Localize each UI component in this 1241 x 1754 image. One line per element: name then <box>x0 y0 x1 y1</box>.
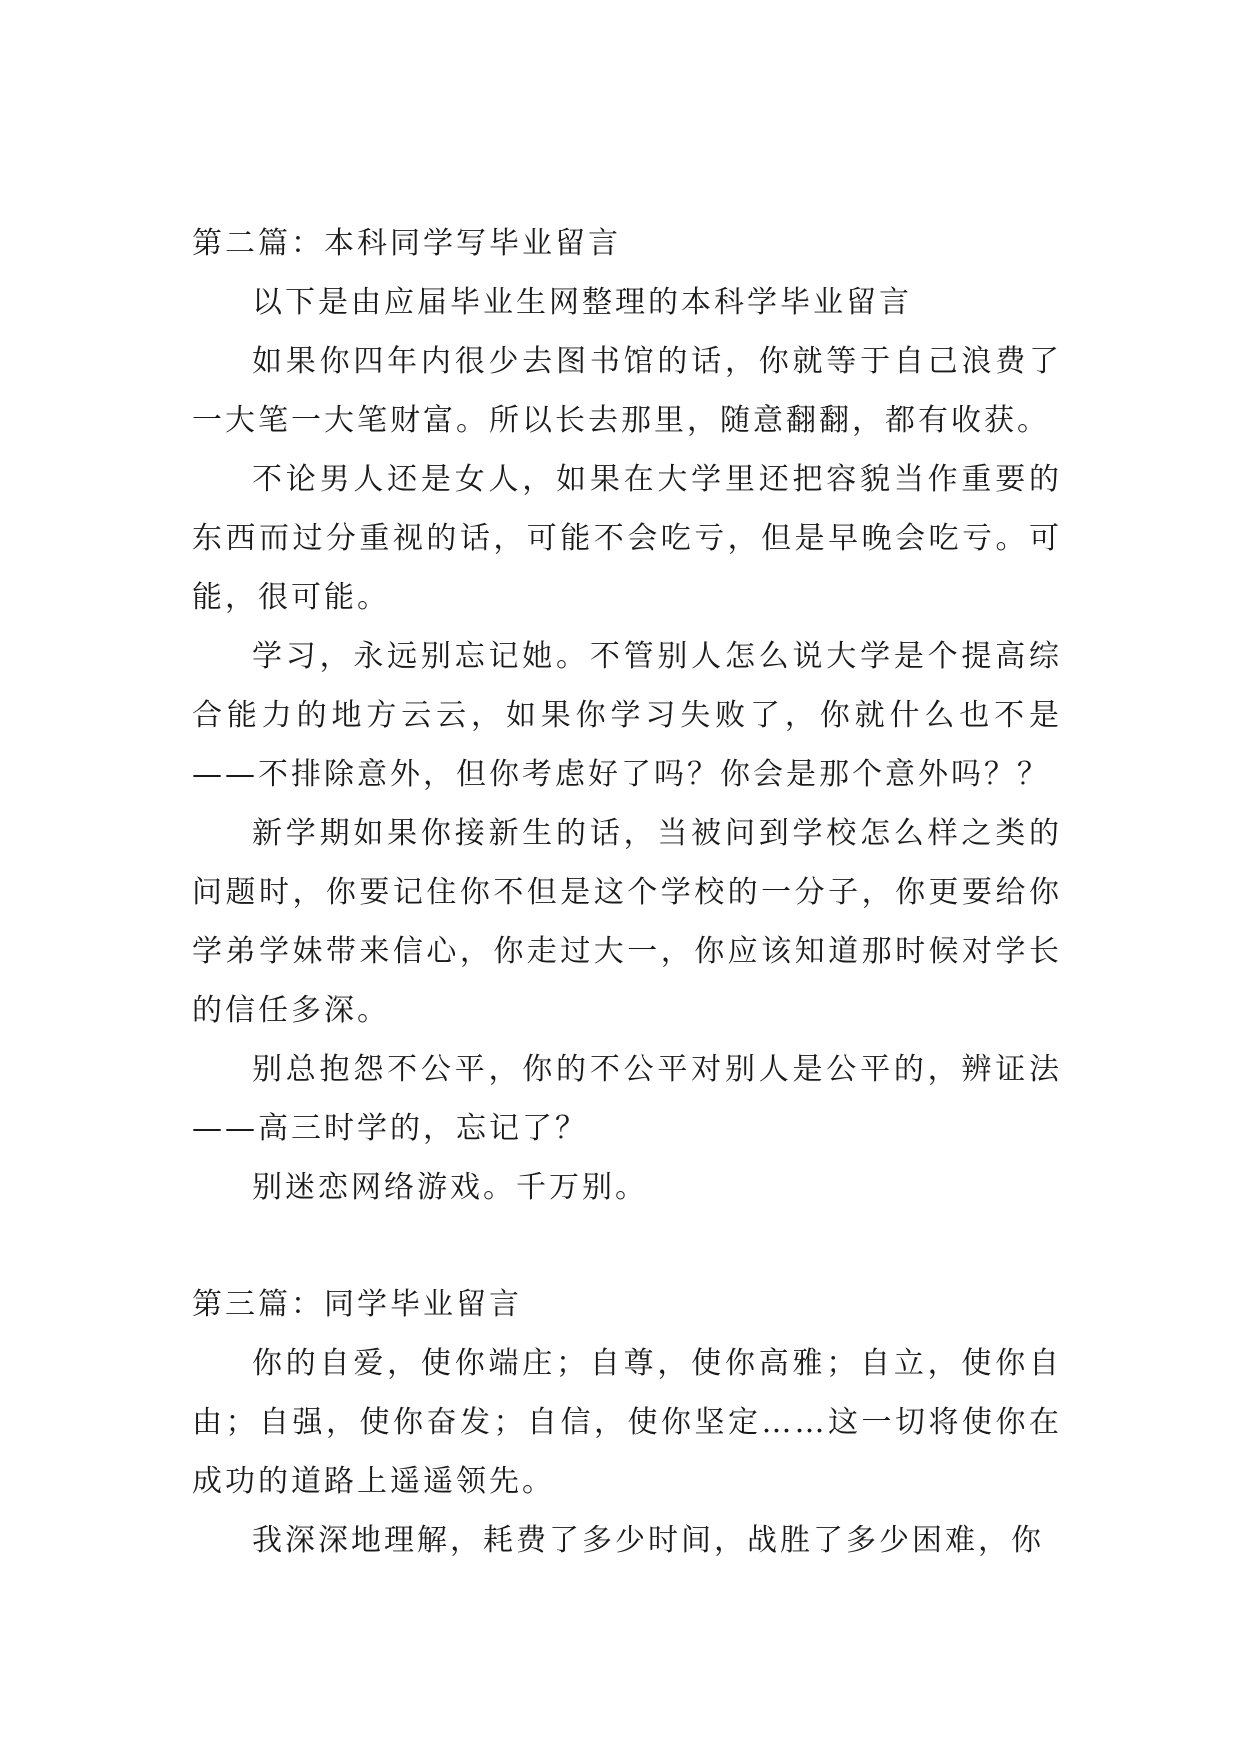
paragraph: 如果你四年内很少去图书馆的话，你就等于自己浪费了一大笔一大笔财富。所以长去那里，随意翻翻，都有收获。 <box>192 344 1062 438</box>
paragraph: 别总抱怨不公平，你的不公平对别人是公平的，辨证法——高三时学的，忘记了？ <box>192 1052 1062 1146</box>
section-title-2: 第二篇：本科同学写毕业留言 <box>192 226 621 261</box>
paragraph: 你的自爱，使你端庄；自尊，使你高雅；自立，使你自由；自强，使你奋发；自信，使你坚定……这一切将使你在成功的道路上遥遥领先。 <box>192 1346 1062 1499</box>
section-title-3: 第三篇：同学毕业留言 <box>192 1287 522 1322</box>
paragraph: 我深深地理解，耗费了多少时间，战胜了多少困难，你 <box>252 1523 1044 1558</box>
section-spacer <box>192 1217 1062 1275</box>
document-body <box>192 214 1062 1570</box>
paragraph: 不论男人还是女人，如果在大学里还把容貌当作重要的东西而过分重视的话，可能不会吃亏，但是早晚会吃亏。可能，很可能。 <box>192 462 1062 615</box>
paragraph: 学习，永远别忘记她。不管别人怎么说大学是个提高综合能力的地方云云，如果你学习失败了，你就什么也不是——不排除意外，但你考虑好了吗？你会是那个意外吗？？ <box>192 639 1062 792</box>
paragraph: 新学期如果你接新生的话，当被问到学校怎么样之类的问题时，你要记住你不但是这个学校的一分子，你更要给你学弟学妹带来信心，你走过大一，你应该知道那时候对学长的信任多深。 <box>192 816 1062 1028</box>
paragraph: 别迷恋网络游戏。千万别。 <box>252 1170 648 1205</box>
paragraph: 以下是由应届毕业生网整理的本科学毕业留言 <box>252 285 912 320</box>
